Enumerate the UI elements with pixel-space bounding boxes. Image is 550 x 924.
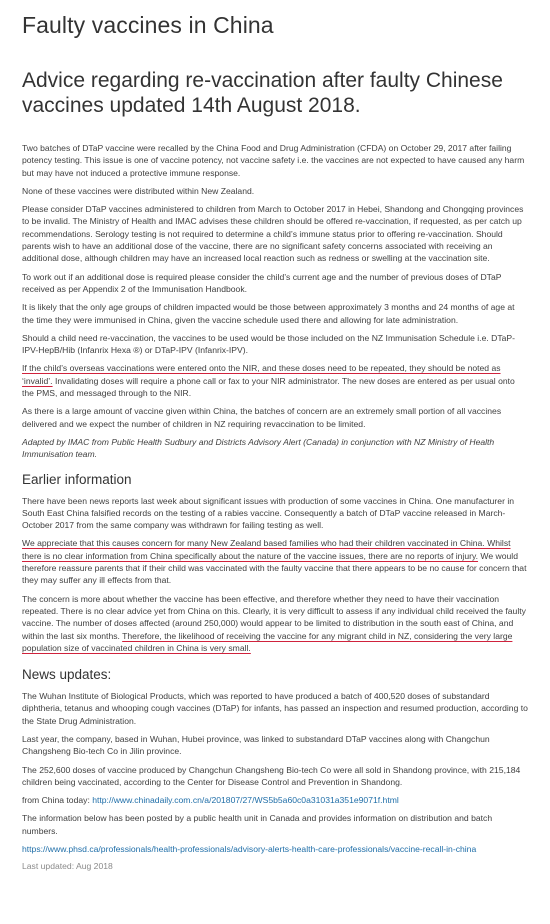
nir-underlined-text: If the child’s overseas vaccinations were entered onto the NIR, and these doses need to be repeated, they should be noted as ‘invalid’. <box>22 363 501 386</box>
news-paragraph-wuhan: The Wuhan Institute of Biological Products, which was reported to have produced a batch of 400,520 doses of substandard diphtheria, tetanus and whooping cough vaccines (DTaP) for infants, has passed an inspection and resumed production, according to the State Drug Administration. <box>22 691 528 726</box>
advice-paragraph-amount: As there is a large amount of vaccine given within China, the batches of concern are an extremely small portion of all vaccines delivered and we expect the number of children in NZ requiring revaccination to be limited. <box>22 406 502 429</box>
news-paragraph-canada: The information below has been posted by a public health unit in Canada and provides information on distribution and batch numbers. <box>22 813 493 836</box>
concern-rest-text: We would therefore reassure parents that if their child was vaccinated with the faulty vaccine that there appears to be no cause for concern that they may suffer any ill effects from that. <box>22 550 527 586</box>
effective-plain-text: The concern is more about whether the vaccine has been effective, and therefore whether they need to have their vaccination repeated. There is no clear advice yet from China on this. Clearly, it is very difficult to assess if any individual child received the faulty vaccine. The number of doses affected (around 250,000) would appear to be limited to distribution in the south east of China, and within the last six months. <box>22 593 526 641</box>
news-paragraph-source <box>22 794 528 806</box>
china-daily-link[interactable]: http://www.chinadaily.com.cn/a/201807/27/WS5b5a60c0a31031a351e9071f.html <box>92 795 399 806</box>
advice-paragraph-schedule: Should a child need re-vaccination, the vaccines to be used would be those included on the NZ Immunisation Schedule i.e. DTaP-IPV-HepB/Hib (Infanrix Hexa ®) or DTaP-IPV (Infanrix-IPV). <box>22 332 515 356</box>
earlier-paragraph-reports: There have been news reports last week about significant issues with production of some vaccines in China. One manufacturer in South East China falsified records on the testing of a rabies vaccine. Consequently a batch of DTaP vaccine released in March-October 2017 from the same company was withdrawn for failing testing as well. <box>22 495 515 531</box>
advice-heading: Advice regarding re-vaccination after faulty Chinese vaccines updated 14th August 2018. <box>22 69 503 117</box>
last-updated: Last updated: Aug 2018 <box>22 861 113 872</box>
page-title: Faulty vaccines in China <box>22 12 274 38</box>
earlier-heading: Earlier information <box>22 471 132 487</box>
concern-underlined-text: We appreciate that this causes concern for many New Zealand based families who had their children vaccinated in China. Whilst there is no clear information from China specifically about the nature of the vaccine issues, there are no reports of injury. <box>22 538 511 561</box>
news-paragraph-canada-link <box>22 843 528 855</box>
advice-paragraph-nir <box>22 362 528 399</box>
news-paragraph-company: Last year, the company, based in Wuhan, Hubei province, was linked to substandard DTaP vaccines along with Changchun Changsheng Bio-tech Co in Jilin province. <box>22 733 490 757</box>
advice-paragraph-nz: None of these vaccines were distributed within New Zealand. <box>22 185 255 196</box>
nir-rest-text: Invalidating doses will require a phone call or fax to your NIR administrator. The new doses are entered as per usual onto the PMS, and messaged through to the NIR. <box>22 375 515 399</box>
advice-paragraph-dose: To work out if an additional dose is required please consider the child’s current age and the number of previous doses of DTaP received as per Appendix 2 of the Immunisation Handbook. <box>22 271 502 294</box>
news-heading: News updates: <box>22 667 112 683</box>
news-paragraph-shandong: The 252,600 doses of vaccine produced by Changchun Changsheng Bio-tech Co were all sold in Shandong province, with 215,184 children being vaccinated, according to the Center for Disease Control and Prevention in Shandong. <box>22 764 521 787</box>
earlier-paragraph-concern <box>22 537 528 586</box>
advice-paragraph-recall: Two batches of DTaP vaccine were recalled by the China Food and Drug Administration (CFDA) on October 29, 2017 after failing potency testing. This issue is one of vaccine potency, not vaccine safety i.e. the vaccines are not expected to have caused any harm but may have not induced a protective immune response. <box>22 143 525 178</box>
advice-paragraph-age: It is likely that the only age groups of children impacted would be those between approximately 3 months and 24 months of age at the time they were immunised in China, given the vaccine schedule used there and allowing for late administration. <box>22 302 515 325</box>
phsd-link[interactable]: https://www.phsd.ca/professionals/health-professionals/advisory-alerts-health-care-professionals/vaccine-recall-in-china <box>22 844 477 855</box>
source-label: from China today: <box>22 795 93 806</box>
effective-underlined-text: Therefore, the likelihood of receiving the vaccine for any migrant child in NZ, considering the very large population size of vaccinated children in China is very small. <box>22 630 513 653</box>
advice-paragraph-invalid: Please consider DTaP vaccines administered to children from March to October 2017 in Hebei, Shandong and Chongqing provinces to be invalid. The Ministry of Health and IMAC advises these children should be offered re-vaccination, if requested, as per catch up recommendations. Serology testing is not required to determine a child’s immune status prior to offering re-vaccination. Should parents wish to have an additional dose of the vaccine, there are no significant safety concerns associated with receiving an additional dose, although children may have an increased local reaction such as redness or swelling at the vaccination site. <box>22 204 524 264</box>
earlier-paragraph-effective <box>22 593 528 654</box>
advice-credit: Adapted by IMAC from Public Health Sudbury and Districts Advisory Alert (Canada) in conjunction with NZ Ministry of Health Immunisation team. <box>22 436 495 460</box>
